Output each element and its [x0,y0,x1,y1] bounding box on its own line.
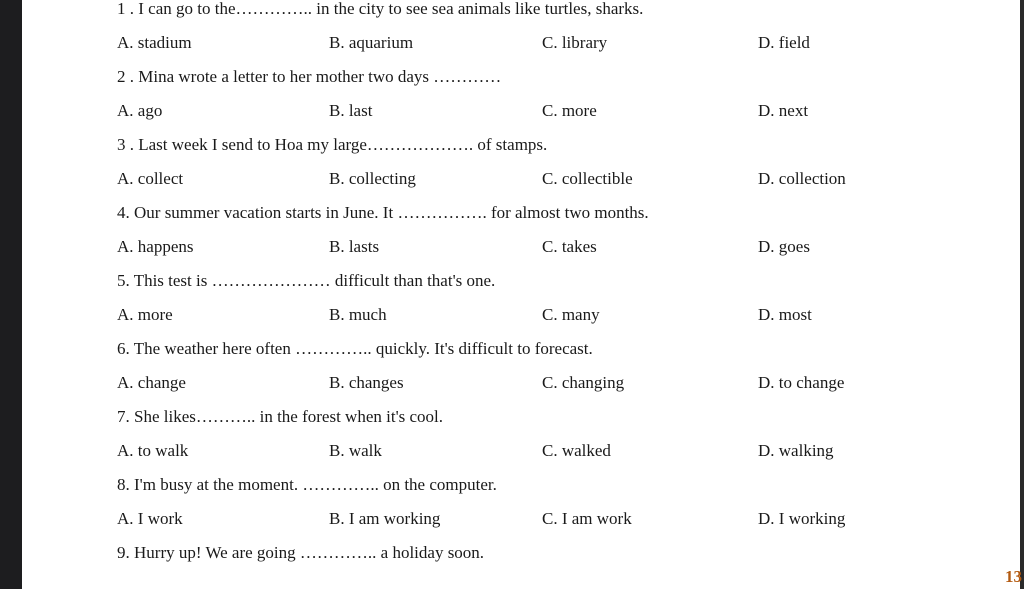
options-6 [117,366,997,400]
option-c: C. more [542,101,597,120]
option-d: D. collection [758,169,846,188]
option-a: A. I work [117,509,183,528]
option-d: D. walking [758,441,834,460]
options-2 [117,94,997,128]
option-a: A. to walk [117,441,189,460]
option-c: C. library [542,33,608,52]
option-d: D. most [758,305,812,324]
option-d: D. next [758,101,809,120]
question-4: 4. Our summer vacation starts in June. It ……………. for almost two months. [117,203,649,222]
option-d: D. I working [758,509,846,528]
option-a: A. stadium [117,33,192,52]
option-b: B. lasts [329,237,380,256]
option-a: A. happens [117,237,194,256]
option-c: C. I am work [542,509,632,528]
worksheet [117,0,997,570]
options-7 [117,434,997,468]
option-d: D. to change [758,373,845,392]
option-d: D. field [758,33,810,52]
options-4 [117,230,997,264]
question-7: 7. She likes……….. in the forest when it's cool. [117,407,444,426]
option-d: D. goes [758,237,810,256]
option-b: B. walk [329,441,382,460]
option-b: B. changes [329,373,404,392]
option-a: A. change [117,373,186,392]
options-8 [117,502,997,536]
option-a: A. collect [117,169,184,188]
option-c: C. changing [542,373,625,392]
question-1: 1 . I can go to the………….. in the city to see sea animals like turtles, sharks. [117,0,644,18]
option-c: C. collectible [542,169,633,188]
option-b: B. much [329,305,387,324]
right-border [1020,0,1024,589]
option-b: B. collecting [329,169,416,188]
option-a: A. ago [117,101,163,120]
option-c: C. many [542,305,600,324]
question-2: 2 . Mina wrote a letter to her mother two days ………… [117,67,502,86]
option-b: B. aquarium [329,33,414,52]
options-1 [117,26,997,60]
page-number: 13 [1005,567,1022,586]
options-5 [117,298,997,332]
option-b: B. I am working [329,509,441,528]
question-8: 8. I'm busy at the moment. ………….. on the computer. [117,475,497,494]
option-c: C. takes [542,237,597,256]
option-b: B. last [329,101,373,120]
question-5: 5. This test is ………………… difficult than that's one. [117,271,496,290]
option-a: A. more [117,305,173,324]
options-3 [117,162,997,196]
question-3: 3 . Last week I send to Hoa my large………………. of stamps. [117,135,548,154]
left-border [0,0,22,589]
question-6: 6. The weather here often ………….. quickly. It's difficult to forecast. [117,339,593,358]
option-c: C. walked [542,441,611,460]
question-9: 9. Hurry up! We are going ………….. a holiday soon. [117,543,485,562]
